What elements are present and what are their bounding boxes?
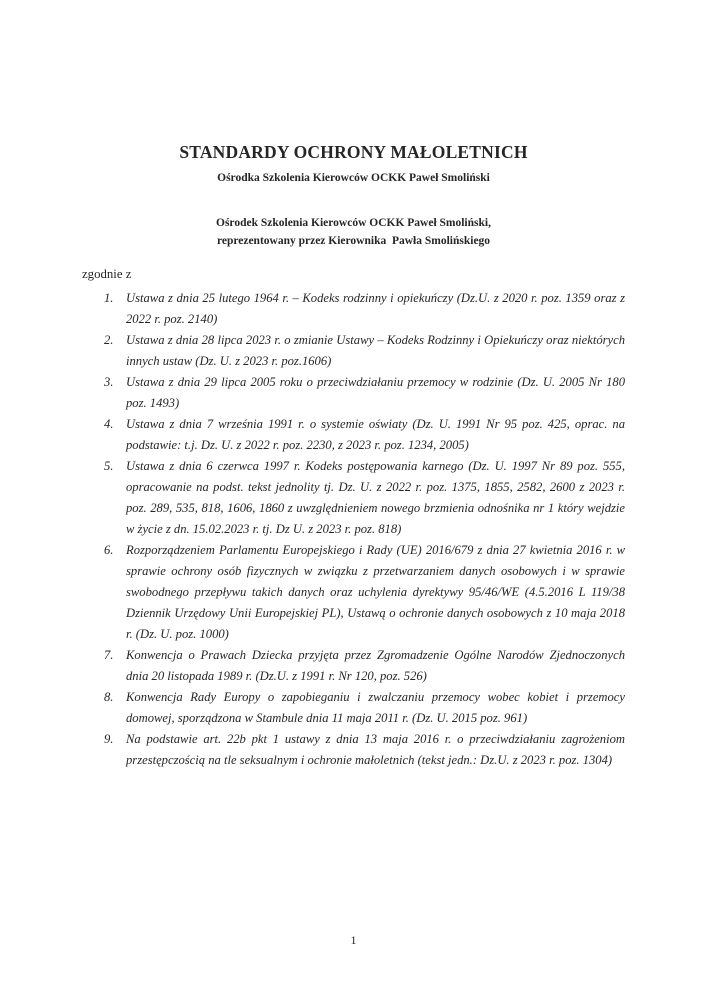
list-item-number: 7.	[104, 648, 114, 662]
list-item-text: Na podstawie art. 22b pkt 1 ustawy z dnia 13 maja 2016 r. o przeciwdziałaniu zagrożeniom przestępczością na tle seksualnym i ochronie małoletnich (tekst jedn.: Dz.U. z 2023 r. poz. 1304)	[126, 732, 625, 767]
organization-subtitle: Ośrodka Szkolenia Kierowców OCKK Paweł Smoliński	[217, 172, 490, 184]
list-item-number: 4.	[104, 417, 114, 431]
intro-text: zgodnie z	[82, 267, 132, 281]
list-item	[104, 687, 625, 729]
list-item-number: 5.	[104, 459, 114, 473]
list-item-number: 9.	[104, 732, 114, 746]
organization-representative-block	[0, 215, 707, 251]
list-item-number: 3.	[104, 375, 114, 389]
list-item-text: Ustawa z dnia 29 lipca 2005 roku o przeciwdziałaniu przemocy w rodzinie (Dz. U. 2005 Nr 180 poz. 1493)	[126, 375, 625, 410]
list-item	[104, 456, 625, 540]
page-title: STANDARDY OCHRONY MAŁOLETNICH	[179, 141, 528, 162]
list-item	[104, 414, 625, 456]
list-item	[104, 288, 625, 330]
list-item	[104, 645, 625, 687]
list-item-text: Konwencja o Prawach Dziecka przyjęta przez Zgromadzenie Ogólne Narodów Zjednoczonych dnia 20 listopada 1989 r. (Dz.U. z 1991 r. Nr 120, poz. 526)	[126, 648, 625, 683]
list-item-number: 1.	[104, 291, 114, 305]
list-item-text: Konwencja Rady Europy o zapobieganiu i zwalczaniu przemocy wobec kobiet i przemocy domowej, sporządzona w Stambule dnia 11 maja 2011 r. (Dz. U. 2015 poz. 961)	[126, 690, 625, 725]
list-item-text: Ustawa z dnia 28 lipca 2023 r. o zmianie Ustawy – Kodeks Rodzinny i Opiekuńczy oraz niektórych innych ustaw (Dz. U. z 2023 r. poz.1606)	[126, 333, 625, 368]
list-item-text: Ustawa z dnia 25 lutego 1964 r. – Kodeks rodzinny i opiekuńczy (Dz.U. z 2020 r. poz. 1359 oraz z 2022 r. poz. 2140)	[126, 291, 625, 326]
list-item	[104, 372, 625, 414]
list-item	[104, 540, 625, 645]
list-item-text: Ustawa z dnia 6 czerwca 1997 r. Kodeks postępowania karnego (Dz. U. 1997 Nr 89 poz. 555, opracowanie na podst. tekst jednolity tj. Dz. U. z 2022 r. poz. 1375, 1855, 2582, 2600 z 2023 r. poz. 289, 535, 818, 1606, 1860 z uwzględnieniem nowego brzmienia odnośnika nr 1 który wejdzie w życie z dn. 15.02.2023 r. tj. Dz U. z 2023 r. poz. 818)	[126, 459, 625, 536]
list-item-number: 8.	[104, 690, 114, 704]
organization-representative-line: reprezentowany przez Kierownika Pawła Smolińskiego	[216, 234, 491, 247]
list-item-number: 6.	[104, 543, 114, 557]
list-item-number: 2.	[104, 333, 114, 347]
list-item-text: Ustawa z dnia 7 września 1991 r. o systemie oświaty (Dz. U. 1991 Nr 95 poz. 425, oprac. na podstawie: t.j. Dz. U. z 2022 r. poz. 2230, z 2023 r. poz. 1234, 2005)	[126, 417, 625, 452]
list-item-text: Rozporządzeniem Parlamentu Europejskiego i Rady (UE) 2016/679 z dnia 27 kwietnia 2016 r. w sprawie ochrony osób fizycznych w związku z przetwarzaniem danych osobowych i w sprawie swobodnego przepływu takich danych oraz uchylenia dyrektywy 95/46/WE (4.5.2016 L 119/38 Dziennik Urzędowy Unii Europejskiej PL), Ustawą o ochronie danych osobowych z 10 maja 2018 r. (Dz. U. poz. 1000)	[126, 543, 625, 641]
legal-basis-list	[104, 288, 625, 771]
page-number: 1	[350, 933, 357, 947]
organization-name-line: Ośrodek Szkolenia Kierowców OCKK Paweł Smoliński,	[216, 217, 491, 229]
list-item	[104, 330, 625, 372]
list-item	[104, 729, 625, 771]
